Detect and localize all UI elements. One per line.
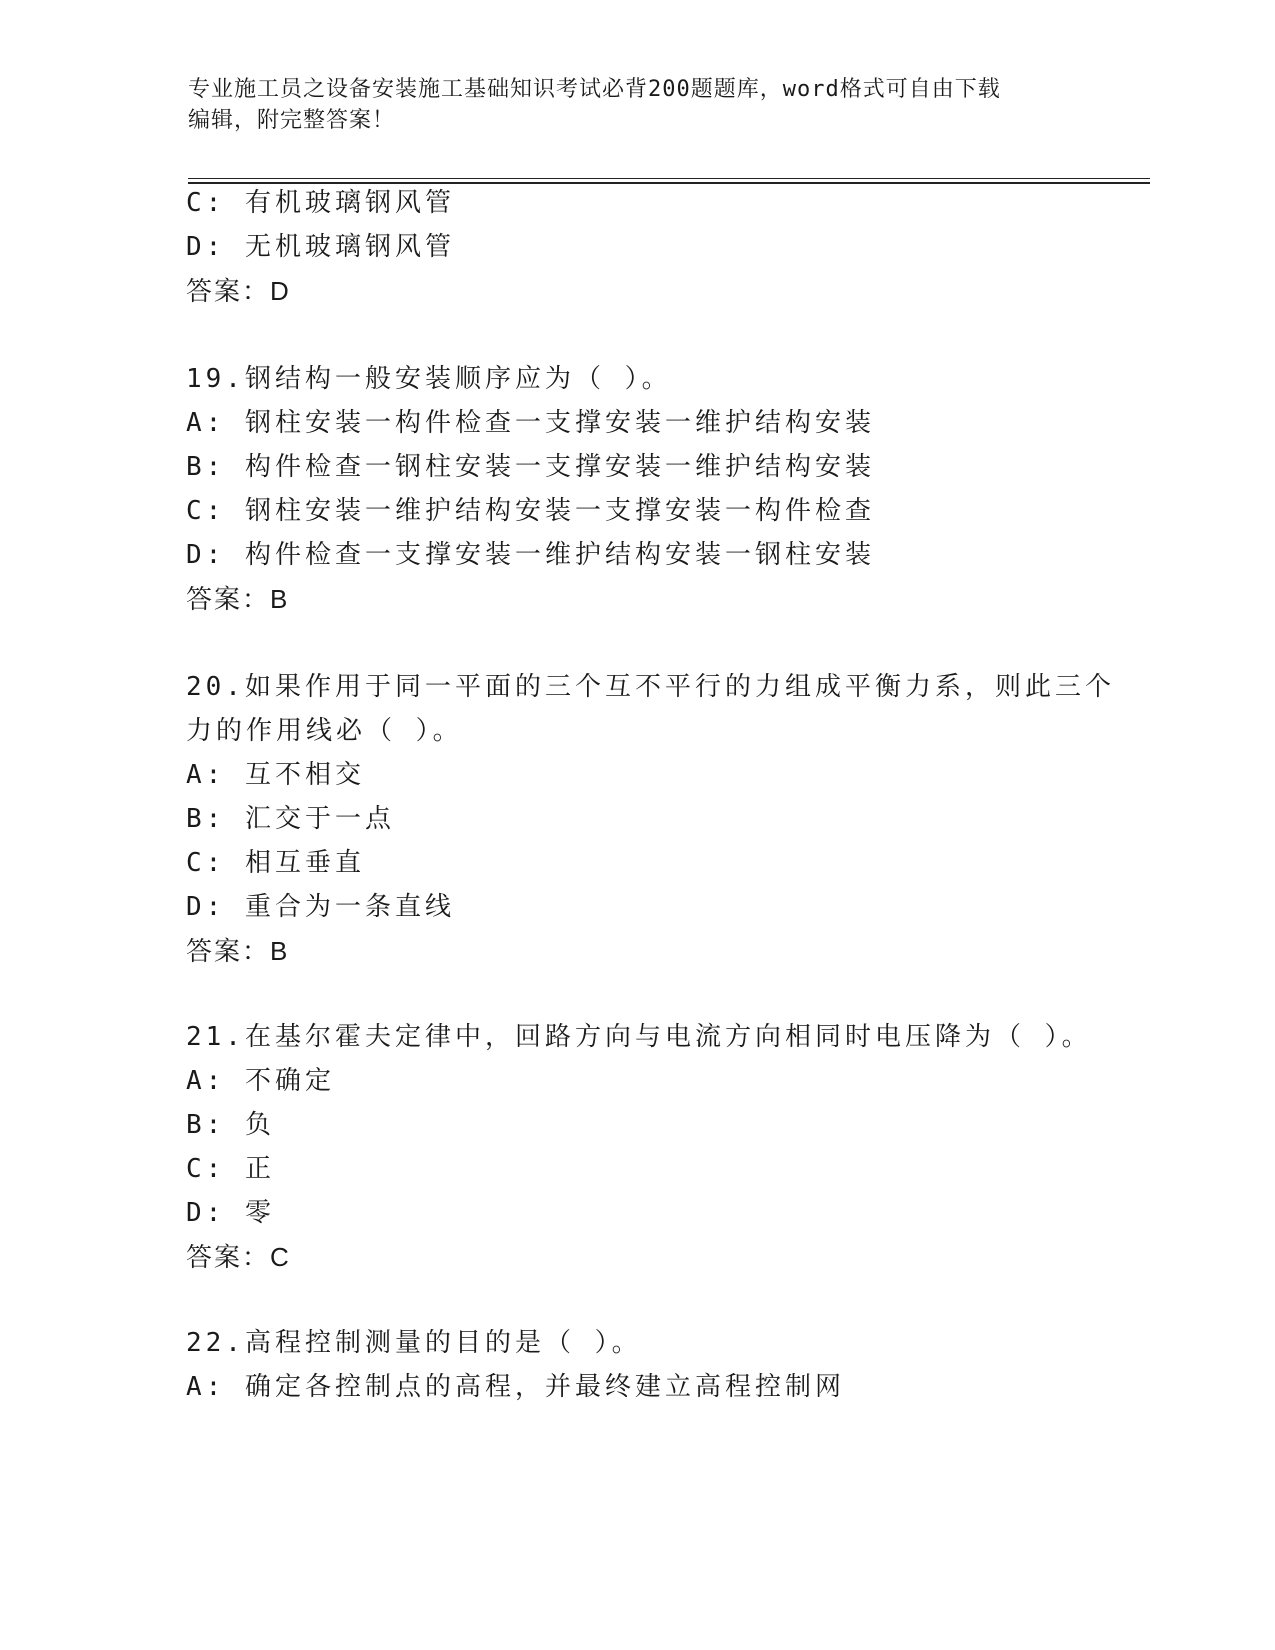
q20-answer: 答案：B xyxy=(186,936,290,966)
q19-option-d: D: 构件检查一支撑安装一维护结构安装一钢柱安装 xyxy=(186,540,875,570)
header-title-line-2: 编辑，附完整答案！ xyxy=(188,108,396,133)
q22-stem: 22.高程控制测量的目的是（ ）。 xyxy=(186,1328,642,1358)
header-title-line-1: 专业施工员之设备安装施工基础知识考试必背200题题库，word格式可自由下载 xyxy=(188,77,1001,102)
header-divider-thick xyxy=(188,182,1150,184)
q19-answer: 答案：B xyxy=(186,584,290,614)
q20-stem-line-1: 20.如果作用于同一平面的三个互不平行的力组成平衡力系，则此三个 xyxy=(186,672,1115,702)
q19-option-a: A: 钢柱安装一构件检查一支撑安装一维护结构安装 xyxy=(186,408,875,438)
q21-option-c: C: 正 xyxy=(186,1154,275,1184)
document-header xyxy=(188,74,1088,136)
q21-answer: 答案：C xyxy=(186,1242,291,1272)
prev-answer: 答案：D xyxy=(186,276,291,306)
q22-option-a: A: 确定各控制点的高程，并最终建立高程控制网 xyxy=(186,1372,845,1402)
prev-option-c: C: 有机玻璃钢风管 xyxy=(186,188,455,218)
q21-option-b: B: 负 xyxy=(186,1110,275,1140)
q21-option-d: D: 零 xyxy=(186,1198,275,1228)
q19-option-c: C: 钢柱安装一维护结构安装一支撑安装一构件检查 xyxy=(186,496,875,526)
q20-option-d: D: 重合为一条直线 xyxy=(186,892,455,922)
prev-option-d: D: 无机玻璃钢风管 xyxy=(186,232,455,262)
q20-option-b: B: 汇交于一点 xyxy=(186,804,395,834)
q19-stem: 19.钢结构一般安装顺序应为（ ）。 xyxy=(186,364,672,394)
q20-stem-line-2: 力的作用线必（ ）。 xyxy=(186,716,463,746)
q21-option-a: A: 不确定 xyxy=(186,1066,335,1096)
q20-option-a: A: 互不相交 xyxy=(186,760,365,790)
header-divider-thin xyxy=(188,178,1150,179)
q20-option-c: C: 相互垂直 xyxy=(186,848,365,878)
q19-option-b: B: 构件检查一钢柱安装一支撑安装一维护结构安装 xyxy=(186,452,875,482)
q21-stem: 21.在基尔霍夫定律中，回路方向与电流方向相同时电压降为（ ）。 xyxy=(186,1022,1092,1052)
